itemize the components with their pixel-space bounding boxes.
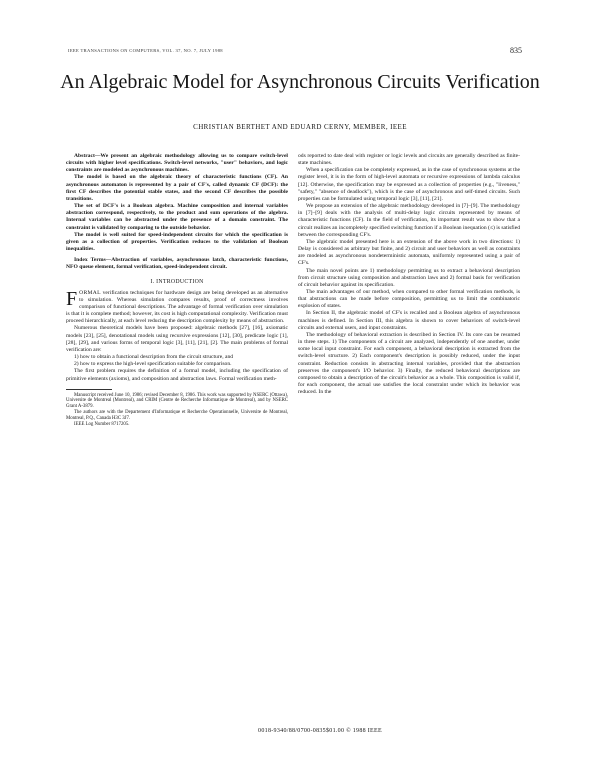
abstract-paragraph: Abstract—We present an algebraic methodology allowing us to compare switch-level circuits with higher level specifications. Switch-level networks, "user" behaviors, and logic constraints are modeled as asynchronous machines. <box>66 153 288 174</box>
intro-first-paragraph <box>66 287 288 326</box>
body-paragraph: The algebraic model presented here is an extension of the above work in two directions: 1) Delay is considered as arbitrary but finite, and 2) circuit and user behaviors as well as constraints are modeled as asynchronous nondeterministic automata, uniformly represented using a pair of CF's. <box>298 238 520 267</box>
index-terms: Index Terms—Abstraction of variables, asynchronous latch, characteristic functions, NFO queue element, formal verification, speed-independent circuit. <box>66 257 288 271</box>
list-item: 1) how to obtain a functional description from the circuit structure, and <box>74 354 234 361</box>
footnote: IEEE Log Number 8717205. <box>74 421 130 427</box>
left-column <box>66 153 288 427</box>
drop-cap: F <box>66 287 78 310</box>
copyright-code: 0018-9340/88/0700-0835$01.00 © 1988 IEEE <box>258 728 382 734</box>
abstract-paragraph: The model is well suited for speed-independent circuits for which the specification is given as a collection of properties. Verification reduces to the validation of Boolean inequalities. <box>66 231 288 253</box>
page-number: 835 <box>510 46 522 55</box>
body-paragraph: The main advantages of our method, when compared to other formal verification methods, is that abstractions can be made before composition, permitting us to limit the combinatoric explosion of states. <box>298 288 520 310</box>
right-column <box>298 153 520 396</box>
body-paragraph: ods reported to date deal with register or logic levels and circuits are generally described as finite-state machines. <box>298 153 520 167</box>
body-paragraph: Numerous theoretical models have been proposed: algebraic methods [27], [16], axiomatic models [23], [25], denotational models using recursive expressions [12], [30], predicate logic [1], [28], [29], and various forms of temporal logic [3], [11], [21], [2]. The main problems of formal verification are: <box>66 325 288 353</box>
body-paragraph: When a specification can be completely expressed, as in the case of synchronous systems at the register level, it is in the form of high-level automata or recursive expressions of lambda calculus [12]. Otherwise, the specification may be expressed as a collection of properties (e.g., "liveness," "safety," "absence of deadlock"), which is the case of asynchronous and self-timed circuits. Such properties can be formulated using temporal logic [3], [11], [21]. <box>298 167 520 202</box>
running-header: IEEE TRANSACTIONS ON COMPUTERS, VOL. 37, NO. 7, JULY 1988 <box>68 48 223 53</box>
intro-first-text: verification techniques for hardware design are being developed as an alternative to simulation. Whereas simulation compares results, proof of correctness involves comparison of functional descriptions. The advantage of formal verification over simulation is that it is complete method; however, its cost is high computational complexity. Verification must proceed hierarchically, at each level reducing the description complexity by means of abstraction. <box>66 289 288 325</box>
body-paragraph: The methodology of behavioral extraction is described in Section IV. Its core can be resumed in three steps. 1) The components of a circuit are analyzed, independently of one another, under some local input constraint. For each component, a behavioral description is extracted from the switch-level structure. 2) Each component's description is possibly reduced, under the input constraint. Reduction consists in abstracting internal variables, provided that the abstraction preserves the component's I/O behavior. 3) Finally, the reduced behavioral descriptions are composed to obtain a description of the circuit's behavior as a whole. This composition is valid if, for each component, the actual use satisfies the local constraint under which its behavior was reduced. In the <box>298 331 520 396</box>
list-item: 2) how to express the high-level specification suitable for comparison. <box>74 361 232 368</box>
body-paragraph: We propose an extension of the algebraic methodology developed in [7]–[9]. The methodology in [7]–[9] deals with the analysis of multi-delay logic circuits represented by means of characteristic functions (CF). In the field of verification, its important result was to show that a circuit realizes an incompletely specified switching function if a Boolean inequation (≤) is satisfied between the corresponding CF's. <box>298 203 520 238</box>
footnote: The authors are with the Departement d'Informatique et Recherche Operationnelle, Universite de Montreal, Montreal, P.Q., Canada H3C 3J7. <box>66 410 288 421</box>
author-line: CHRISTIAN BERTHET AND EDUARD CERNY, MEMBER, IEEE <box>193 123 407 131</box>
abstract-paragraph: The set of DCF's is a Boolean algebra. Machine composition and internal variables abstraction correspond, respectively, to the product and sum operations of the algebra. Internal variables can be abstracted under the presence of a domain constraint. The constraint is validated by comparing to the outside behavior. <box>66 203 288 231</box>
footnote-rule <box>66 389 112 390</box>
section-heading: I. INTRODUCTION <box>150 278 204 285</box>
first-word: ORMAL <box>79 289 101 296</box>
body-paragraph: In Section II, the algebraic model of CF's is recalled and a Boolean algebra of asynchronous machines is defined. In Section III, this algebra is shown to cover behaviors of switch-level circuits and external users, and input constraints. <box>298 310 520 331</box>
footnote: Manuscript received June 10, 1986; revised December 8, 1986. This work was supported by NSERC (Ottawa), Universite de Montreal (Montreal), and CRIM (Centre de Recherche Informatique de Montreal), and by NSERC Grant A-3879. <box>66 392 288 410</box>
body-paragraph: The first problem requires the definition of a formal model, including the specification of primitive elements (axioms), and composition and abstraction laws. Formal verification meth- <box>66 368 288 382</box>
paper-title: An Algebraic Model for Asynchronous Circuits Verification <box>60 71 540 93</box>
abstract-paragraph: The model is based on the algebraic theory of characteristic functions (CF). An asynchronous automaton is represented by a pair of CF's, called dynamic CF (DCF): the first CF describes the potential stable states, and the second CF describes the possible transitions. <box>66 174 288 202</box>
body-paragraph: The main novel points are 1) methodology permitting us to extract a behavioral description from circuit structure using composition and abstraction laws and 2) formal basis for verification of circuit behavior against its specification. <box>298 267 520 288</box>
